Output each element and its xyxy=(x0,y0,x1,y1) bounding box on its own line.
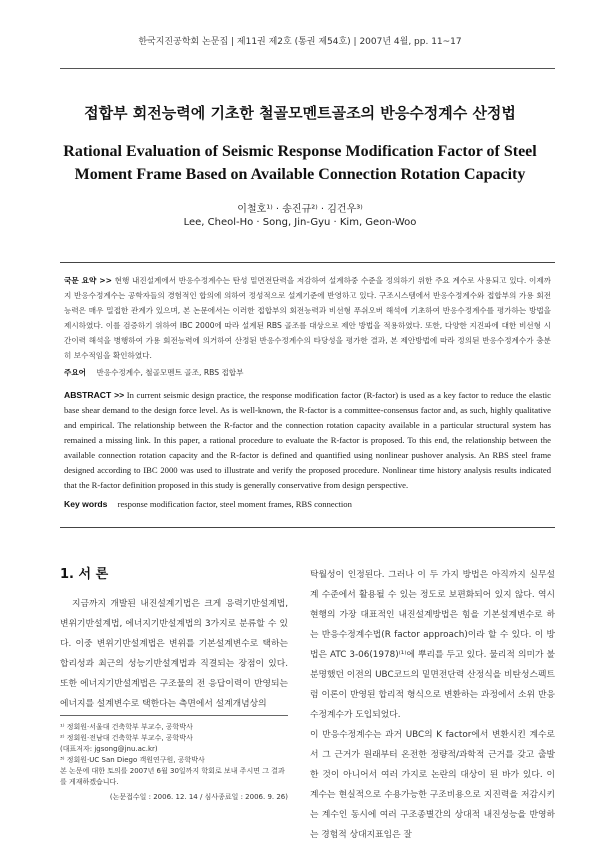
footnote-2-contact: (대표저자: jgsong@jnu.ac.kr) xyxy=(60,745,158,753)
right-column xyxy=(310,565,555,845)
section-title-introduction: 1. 서 론 xyxy=(60,567,109,582)
abstract-korean xyxy=(64,273,551,363)
footnote-dates: (논문접수일 : 2006. 12. 14 / 심사종료일 : 2006. 9. 26) xyxy=(109,793,288,801)
keywords-korean-label: 주요어 xyxy=(64,368,87,377)
keywords-korean xyxy=(64,367,551,378)
keywords-korean-text: 반응수정계수, 철골모멘트 골조, RBS 접합부 xyxy=(96,368,244,377)
authors-korean: 이철호¹⁾ · 송진규²⁾ · 김건우³⁾ xyxy=(237,204,363,215)
abstract-korean-label: 국문 요약 >> xyxy=(64,276,112,285)
abstract-english-label: ABSTRACT >> xyxy=(64,390,125,400)
header-divider xyxy=(60,68,555,69)
keywords-english xyxy=(64,499,551,509)
paper-title-korean: 접합부 회전능력에 기초한 철골모멘트골조의 반응수정계수 산정법 xyxy=(84,104,516,122)
abstract-korean-text: 현행 내진설계에서 반응수정계수는 탄성 밑면전단력을 저감하여 설계하중 수준을 정의하기 위한 주요 계수로 사용되고 있다. 이제까지 반응수정계수는 공학자들의 경험적인 합의에 의하여 정성적으로 설계기준에 반영하고 있다. 구조시스템에서 반응수정계수와 접합부의 가용 회전능력은 매우 밀접한 관계가 있으며, 본 논문에서는 이러한 접합부의 회전능력과 비선형 푸쉬오버 해석에 기초하여 반응수정계수를 평가하는 방법을 제시하였다. 이를 검증하기 위하여 IBC 2000에 따라 설계된 RBS 골조를 대상으로 제안 방법을 적용하였다. 또한, 다양한 지진파에 대한 비선형 시간이력 해석을 병행하여 가용 회전능력에 의거하여 산정된 반응수정계수의 타당성을 평가한 결과, 본 제안방법에 따라 정의된 반응수정계수가 충분히 보수적임을 확인하였다. xyxy=(64,276,551,360)
keywords-english-label: Key words xyxy=(64,499,108,509)
intro-paragraph-right-1: 탁월성이 인정된다. 그러나 이 두 가지 방법은 아직까지 실무설계 수준에서 활용될 수 있는 정도로 보편화되어 있지 않다. 역시 현행의 가장 대표적인 내진설계방법은 힘을 기본설계변수로 하는 반응수정계수법(R factor approach)이라 할 수 있다. 이 방법은 ATC 3-06(1978)⁽¹⁾에 뿌리를 두고 있다. 물리적 의미가 불분명했던 이전의 UBC코드의 밑면전단력 산정식을 비탄성스펙트럼 이론이 반영된 합리적 형식으로 변환하는 과정에서 소위 반응수정계수가 도입되었다. xyxy=(310,570,555,720)
journal-header: 한국지진공학회 논문집 | 제11권 제2호 (통권 제54호) | 2007년 4월, pp. 11~17 xyxy=(138,37,462,47)
paper-title-english: Rational Evaluation of Seismic Response Modification Factor of Steel Moment Frame Based on Available Connection Rotation Capacity xyxy=(63,143,537,183)
left-column xyxy=(60,563,288,714)
footnote-1: ¹⁾ 정회원·서울대 건축학부 부교수, 공학박사 xyxy=(60,723,193,731)
footnote-2: ²⁾ 정회원·전남대 건축학부 부교수, 공학박사 xyxy=(60,734,193,742)
abstract-english-text: In current seismic design practice, the response modification factor (R-factor) is used as a key factor to reduce the elastic base shear demand to the design force level. As is well-known, the R-factor is a committee-consensus factor and, as such, highly qualitative and empirical. The relationship between the R-factor and the connection rotation capacity available in a particular structural system has remained a missing link. In this paper, a rational procedure to evaluate the R-factor is proposed. To this end, the relationship between the available connection rotation capacity and the R-factor is defined and quantified using nonlinear pushover analysis. An RBS steel frame designed according to IBC 2000 was used to illustrate and verify the proposed procedure. Nonlinear time history analysis results indicated that the R-factor definition proposed in this study is generally conservative from design perspective. xyxy=(64,390,551,490)
keywords-english-text: response modification factor, steel moment frames, RBS connection xyxy=(117,499,352,509)
footnote-3: ³⁾ 정회원·UC San Diego 객원연구원, 공학박사 xyxy=(60,756,205,764)
intro-paragraph-left: 지금까지 개발된 내진설계기법은 크게 응력기반설계법, 변위기반설계법, 에너지기반설계법의 3가지로 분류할 수 있다. 이중 변위기반설계법은 변위를 기본설계변수로 택하는 합리성과 최근의 성능기반설계법과 직결되는 장점이 있다. 또한 에너지기반설계법은 구조물의 전 응답이력이 반영되는 에너지를 설계변수로 택한다는 측면에서 설계개념상의 xyxy=(60,599,288,709)
intro-paragraph-right-2: 이 반응수정계수는 과거 UBC의 K factor에서 변환시킨 계수로서 그 근거가 원래부터 온전한 정량적/과학적 근거를 갖고 출발한 것이 아니어서 여러 가지로 논란의 대상이 된 바가 있다. 이 계수는 현실적으로 수용가능한 구조비용으로 지진력을 저감시키는 계수인 동시에 여러 구조종별간의 상대적 내진성능을 반영하는 경험적 상대지표임은 잘 xyxy=(310,730,555,840)
authors-english: Lee, Cheol-Ho · Song, Jin-Gyu · Kim, Geon-Woo xyxy=(183,217,417,228)
footnote-discussion: 본 논문에 대한 토의를 2007년 6월 30일까지 학회로 보내 주시면 그 결과를 게재하겠습니다. xyxy=(60,767,285,786)
abstract-english xyxy=(64,388,551,493)
footnotes xyxy=(60,715,288,803)
abstract-section xyxy=(60,262,555,528)
